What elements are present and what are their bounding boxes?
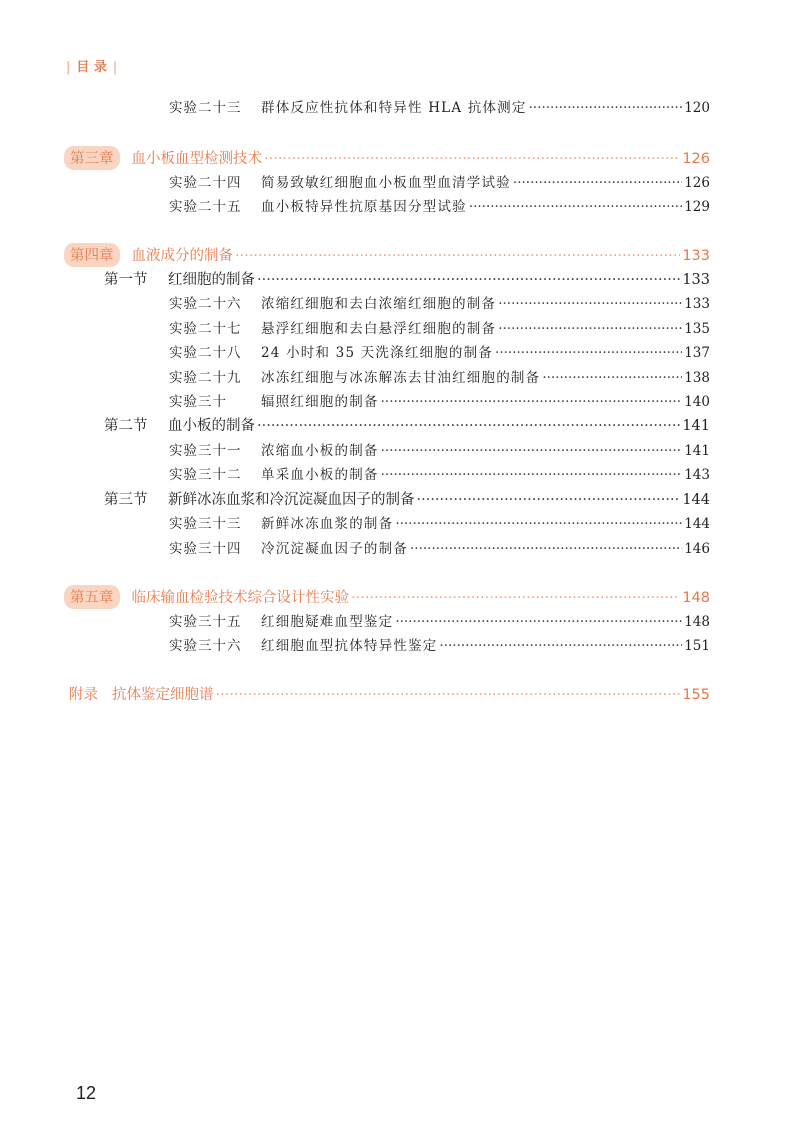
toc-entry-chap[interactable] (64, 585, 710, 609)
toc-entry-title: 血小板特异性抗原基因分型试验 (261, 199, 467, 215)
toc-entry-title: 悬浮红细胞和去白悬浮红细胞的制备 (261, 321, 497, 337)
toc-entry-label: 第四章 (64, 243, 120, 267)
dot-leader (410, 541, 682, 557)
toc-entry-page: 143 (684, 467, 710, 483)
dot-leader (381, 467, 683, 483)
toc-entry-title: 血小板血型检测技术 (131, 151, 262, 167)
toc-entry-title: 24 小时和 35 天洗涤红细胞的制备 (261, 345, 494, 361)
toc-entry-sec[interactable] (104, 488, 710, 509)
toc-entry-page: 138 (684, 370, 710, 386)
dot-leader (381, 443, 683, 459)
toc-entry-label: 实验二十五 (169, 199, 242, 215)
toc-entry-page: 120 (684, 100, 710, 116)
toc-entry-label: 实验三十五 (169, 614, 242, 630)
toc-entry-page: 133 (682, 272, 710, 288)
toc-entry-chap[interactable] (64, 243, 710, 267)
toc-entry-label: 实验二十八 (169, 345, 242, 361)
header-bar-right: | (112, 60, 118, 75)
toc-entry-title: 单采血小板的制备 (261, 467, 379, 483)
toc-entry-exp[interactable] (169, 366, 710, 386)
toc-entry-sec[interactable] (104, 268, 710, 289)
toc-entry-label: 第三章 (64, 146, 120, 170)
toc-entry-page: 126 (684, 175, 710, 191)
toc-entry-label: 实验三十四 (169, 541, 242, 557)
dot-leader (529, 100, 683, 116)
toc-entry-exp[interactable] (169, 634, 710, 654)
toc-entry-title: 辐照红细胞的制备 (261, 394, 379, 410)
dot-leader (351, 590, 680, 606)
toc-entry-page: 135 (684, 321, 710, 337)
toc-entry-label: 实验二十四 (169, 175, 242, 191)
toc-entry-title: 红细胞血型抗体特异性鉴定 (261, 638, 438, 654)
toc-entry-title: 浓缩血小板的制备 (261, 443, 379, 459)
toc-entry-label: 实验二十九 (169, 370, 242, 386)
toc-entry-exp[interactable] (169, 610, 710, 630)
toc-entry-exp[interactable] (169, 171, 710, 191)
toc-entry-label: 第二节 (104, 418, 148, 434)
dot-leader (264, 151, 680, 167)
dot-leader (395, 516, 682, 532)
toc-entry-page: 144 (682, 492, 710, 508)
toc-entry-label: 第一节 (104, 272, 148, 288)
toc-entry-exp[interactable] (169, 195, 710, 215)
dot-leader (469, 199, 682, 215)
toc-entry-title: 浓缩红细胞和去白浓缩红细胞的制备 (261, 296, 497, 312)
toc-entry-title: 血液成分的制备 (131, 248, 233, 264)
toc-entry-title: 血小板的制备 (168, 418, 255, 434)
toc-entry-page: 141 (682, 418, 710, 434)
toc-entry-exp[interactable] (169, 512, 710, 532)
toc-entry-title: 抗体鉴定细胞谱 (112, 687, 214, 703)
dot-leader (257, 418, 680, 434)
header-title: 目 录 (76, 60, 107, 75)
toc-entry-title: 临床输血检验技术综合设计性实验 (131, 590, 349, 606)
toc-entry-label: 实验三十 (169, 394, 227, 410)
toc-header (66, 56, 117, 75)
toc-entry-page: 148 (684, 614, 710, 630)
toc-entry-page: 148 (682, 590, 710, 606)
toc-entry-title: 群体反应性抗体和特异性 HLA 抗体测定 (261, 100, 527, 116)
toc-entry-page: 133 (684, 296, 710, 312)
toc-entry-exp[interactable] (169, 463, 710, 483)
dot-leader (542, 370, 682, 386)
toc-entry-page: 146 (684, 541, 710, 557)
toc-entry-label: 实验二十七 (169, 321, 242, 337)
toc-entry-page: 133 (682, 248, 710, 264)
dot-leader (216, 687, 681, 703)
dot-leader (495, 345, 682, 361)
dot-leader (498, 296, 682, 312)
dot-leader (439, 638, 682, 654)
dot-leader (257, 272, 680, 288)
toc-entry-page: 140 (684, 394, 710, 410)
dot-leader (513, 175, 682, 191)
toc-entry-page: 155 (682, 687, 710, 703)
toc-entry-label: 实验三十一 (169, 443, 242, 459)
page-number: 12 (76, 1083, 97, 1103)
dot-leader (381, 394, 683, 410)
toc-entry-label: 实验三十六 (169, 638, 242, 654)
toc-entry-exp[interactable] (169, 390, 710, 410)
toc-entry-exp[interactable] (169, 341, 710, 361)
toc-entry-title: 新鲜冰冻血浆和冷沉淀凝血因子的制备 (168, 492, 415, 508)
toc-entry-exp[interactable] (169, 96, 710, 116)
toc-entry-exp[interactable] (169, 439, 710, 459)
toc-entry-page: 137 (684, 345, 710, 361)
toc-entry-exp[interactable] (169, 292, 710, 312)
toc-entry-sec[interactable] (104, 414, 710, 435)
toc-entry-title: 新鲜冰冻血浆的制备 (261, 516, 394, 532)
toc-entry-title: 冷沉淀凝血因子的制备 (261, 541, 408, 557)
toc-entry-label: 第三节 (104, 492, 148, 508)
toc-entry-chap[interactable] (64, 146, 710, 170)
toc-entry-title: 冰冻红细胞与冰冻解冻去甘油红细胞的制备 (261, 370, 541, 386)
toc-entry-label: 实验二十三 (169, 100, 242, 116)
toc-entry-title: 红细胞疑难血型鉴定 (261, 614, 394, 630)
toc-entry-label: 第五章 (64, 585, 120, 609)
toc-entry-label: 实验二十六 (169, 296, 242, 312)
toc-entry-label: 附录 (69, 687, 98, 703)
toc-entry-page: 144 (684, 516, 710, 532)
toc-entry-exp[interactable] (169, 537, 710, 557)
dot-leader (417, 492, 681, 508)
toc-entry-page: 129 (684, 199, 710, 215)
toc-entry-label: 实验三十二 (169, 467, 242, 483)
toc-entry-app[interactable] (69, 683, 710, 704)
toc-entry-page: 151 (684, 638, 710, 654)
dot-leader (235, 248, 680, 264)
dot-leader (498, 321, 682, 337)
toc-entry-label: 实验三十三 (169, 516, 242, 532)
toc-entry-page: 141 (684, 443, 710, 459)
toc-entry-page: 126 (682, 151, 710, 167)
toc-entry-title: 红细胞的制备 (168, 272, 255, 288)
dot-leader (395, 614, 682, 630)
header-bar-left: | (66, 60, 71, 75)
toc-entry-exp[interactable] (169, 317, 710, 337)
toc-entry-title: 简易致敏红细胞血小板血型血清学试验 (261, 175, 511, 191)
